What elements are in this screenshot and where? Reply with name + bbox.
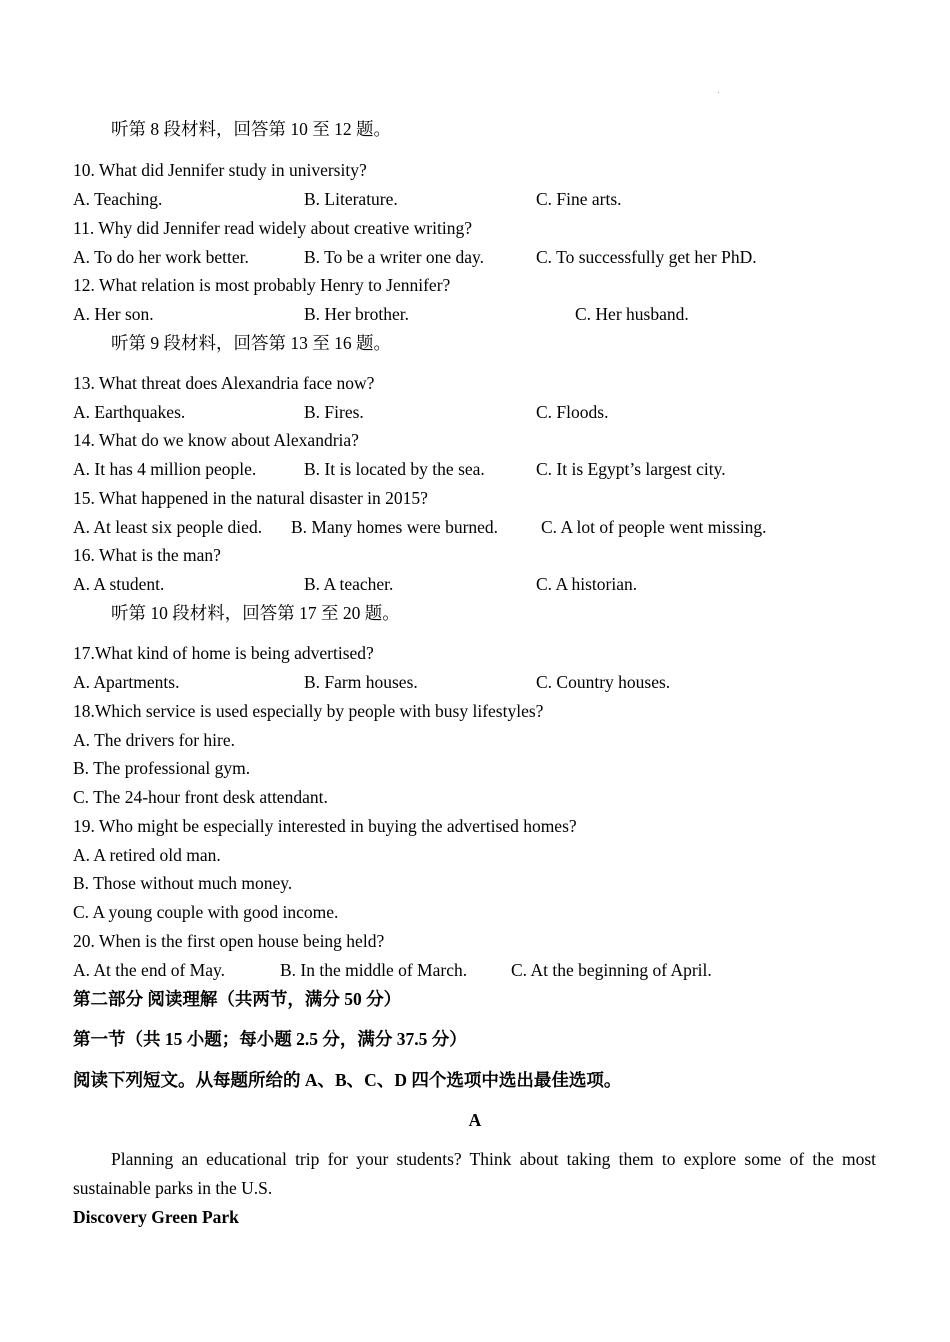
option-c: C. The 24-hour front desk attendant. bbox=[73, 787, 328, 807]
passage-subheading: Discovery Green Park bbox=[73, 1207, 239, 1227]
option-b: B. It is located by the sea. bbox=[304, 459, 485, 479]
option-a: A. A retired old man. bbox=[73, 845, 221, 865]
part-heading: 第二部分 阅读理解（共两节，满分 50 分） bbox=[73, 989, 402, 1009]
section-heading: 第一节（共 15 小题；每小题 2.5 分，满分 37.5 分） bbox=[73, 1029, 467, 1049]
passage-intro: Planning an educational trip for your students? Think about taking them to explore some of the most sustainable parks in the U.S. bbox=[73, 1149, 876, 1198]
option-a: A. At least six people died. bbox=[73, 517, 263, 537]
passage-label: A bbox=[468, 1110, 482, 1130]
option-c: C. A lot of people went missing. bbox=[541, 517, 767, 537]
option-a: A. Teaching. bbox=[73, 189, 163, 209]
option-b: B. A teacher. bbox=[304, 574, 394, 594]
option-b: B. The professional gym. bbox=[73, 758, 251, 778]
scan-speck bbox=[718, 92, 719, 93]
section-intro: 听第 10 段材料，回答第 17 至 20 题。 bbox=[111, 603, 400, 623]
question-text: 13. What threat does Alexandria face now? bbox=[73, 373, 375, 393]
option-a: A. It has 4 million people. bbox=[73, 459, 257, 479]
question-text: 12. What relation is most probably Henry to Jennifer? bbox=[73, 275, 451, 295]
question-text: 17.What kind of home is being advertised? bbox=[73, 643, 374, 663]
question-text: 14. What do we know about Alexandria? bbox=[73, 430, 359, 450]
option-c: C. At the beginning of April. bbox=[511, 960, 712, 980]
question-text: 18.Which service is used especially by people with busy lifestyles? bbox=[73, 701, 544, 721]
option-c: C. Country houses. bbox=[536, 672, 671, 692]
option-b: B. Farm houses. bbox=[304, 672, 418, 692]
option-c: C. Floods. bbox=[536, 402, 609, 422]
option-c: C. Fine arts. bbox=[536, 189, 622, 209]
option-a: A. Her son. bbox=[73, 304, 154, 324]
question-text: 20. When is the first open house being held? bbox=[73, 931, 385, 951]
option-c: C. A young couple with good income. bbox=[73, 902, 339, 922]
question-text: 19. Who might be especially interested in buying the advertised homes? bbox=[73, 816, 577, 836]
option-a: A. Earthquakes. bbox=[73, 402, 186, 422]
option-a: A. A student. bbox=[73, 574, 165, 594]
option-c: C. It is Egypt’s largest city. bbox=[536, 459, 726, 479]
option-a: A. At the end of May. bbox=[73, 960, 225, 980]
option-b: B. Literature. bbox=[304, 189, 398, 209]
section-intro: 听第 9 段材料，回答第 13 至 16 题。 bbox=[111, 333, 391, 353]
option-b: B. Those without much money. bbox=[73, 873, 293, 893]
option-c: C. Her husband. bbox=[575, 304, 689, 324]
option-a: A. To do her work better. bbox=[73, 247, 249, 267]
option-c: C. To successfully get her PhD. bbox=[536, 247, 757, 267]
option-b: B. Her brother. bbox=[304, 304, 409, 324]
option-a: A. The drivers for hire. bbox=[73, 730, 235, 750]
question-text: 10. What did Jennifer study in university? bbox=[73, 160, 367, 180]
option-b: B. Many homes were burned. bbox=[291, 517, 499, 537]
option-a: A. Apartments. bbox=[73, 672, 180, 692]
instruction: 阅读下列短文。从每题所给的 A、B、C、D 四个选项中选出最佳选项。 bbox=[73, 1070, 622, 1090]
option-b: B. To be a writer one day. bbox=[304, 247, 485, 267]
question-text: 11. Why did Jennifer read widely about creative writing? bbox=[73, 218, 472, 238]
option-b: B. Fires. bbox=[304, 402, 364, 422]
section-intro: 听第 8 段材料，回答第 10 至 12 题。 bbox=[111, 119, 391, 139]
option-c: C. A historian. bbox=[536, 574, 638, 594]
question-text: 16. What is the man? bbox=[73, 545, 221, 565]
option-b: B. In the middle of March. bbox=[280, 960, 468, 980]
question-text: 15. What happened in the natural disaster in 2015? bbox=[73, 488, 428, 508]
